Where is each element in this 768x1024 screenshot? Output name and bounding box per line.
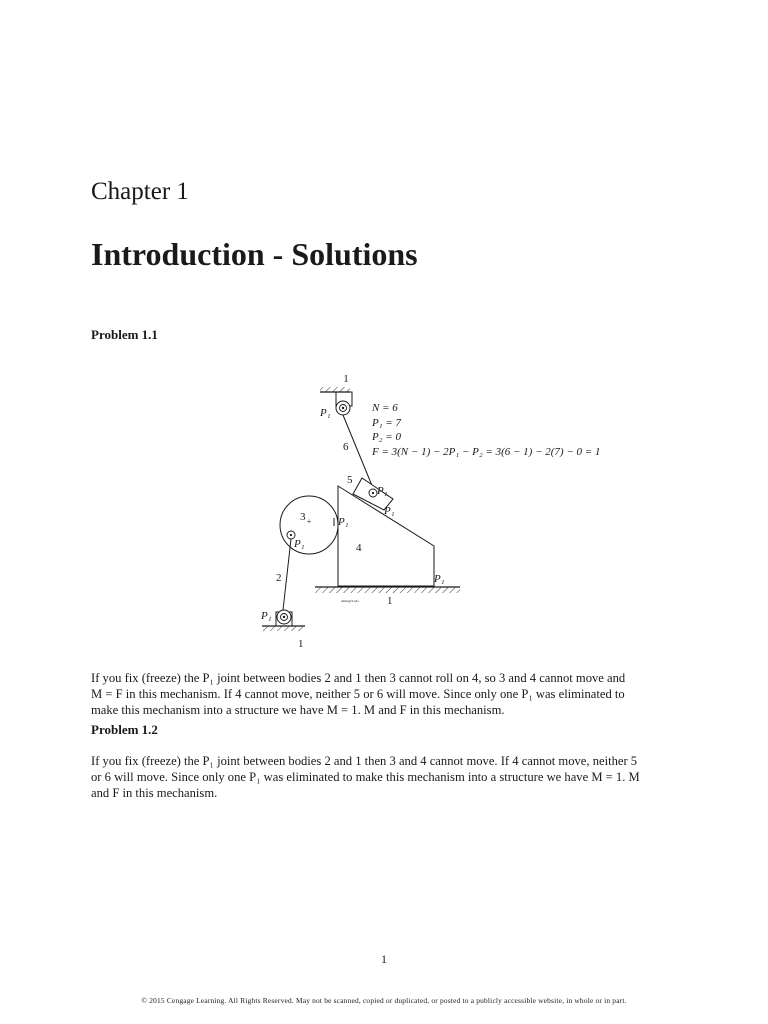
label-p1-ground: P₁ [434, 573, 445, 585]
label-block-4: 4 [356, 542, 362, 554]
label-tiny: damsgf3.eds [341, 599, 359, 603]
equation-f: F = 3(N − 1) − 2P₁ − P₂ = 3(6 − 1) − 2(7) − 0 = 1 [372, 446, 601, 458]
label-wheel-3: 3 [300, 511, 306, 523]
paragraph-line: or 6 will move. Since only one P₁ was eliminated to make this mechanism into a structure we have M = 1. M [91, 770, 640, 785]
copyright-notice: © 2015 Cengage Learning. All Rights Reserved. May not be scanned, copied or duplicated, or posted to a publicly accessible website, in whole or in part. [141, 996, 627, 1005]
pin-joint-top [336, 401, 350, 415]
chapter-heading: Chapter 1 [91, 178, 189, 205]
label-p1-bottom: P₁ [261, 610, 272, 622]
label-p1-wheel-pin: P₁ [294, 538, 305, 550]
label-p1-top: P₁ [320, 407, 331, 419]
label-link-6: 6 [343, 441, 349, 453]
ground-bottom [262, 626, 305, 631]
ground-right [315, 587, 460, 593]
label-link-5: 5 [347, 474, 353, 486]
equation-n: N = 6 [372, 402, 398, 414]
problem-1-2-heading: Problem 1.2 [91, 722, 158, 737]
equation-p2: P₂ = 0 [372, 431, 401, 443]
page-number: 1 [381, 952, 387, 966]
label-p1-slider: P₁ [384, 505, 395, 517]
label-link-2: 2 [276, 572, 282, 584]
paragraph-line: If you fix (freeze) the P₁ joint between bodies 2 and 1 then 3 and 4 cannot move. If 4 cannot move, neither 5 [91, 754, 638, 768]
label-ground-bottom: 1 [298, 638, 304, 650]
problem-1-2-paragraph [91, 753, 697, 802]
paragraph-line: and F in this mechanism. [91, 786, 218, 801]
paragraph-line: If you fix (freeze) the P₁ joint between bodies 2 and 1 then 3 cannot roll on 4, so 3 and 4 cannot move and [91, 671, 626, 685]
label-ground-top: 1 [343, 373, 349, 385]
label-ground-right: 1 [387, 595, 393, 607]
problem-1-1-heading: Problem 1.1 [91, 327, 158, 342]
label-p1-rolling: P₁ [338, 516, 349, 528]
paragraph-line: M = F in this mechanism. If 4 cannot move, neither 5 or 6 will move. Since only one P₁ was eliminated to [91, 687, 625, 702]
chapter-title: Introduction - Solutions [91, 236, 418, 272]
problem-1-1-paragraph [91, 670, 697, 719]
wheel-center-mark: + [306, 517, 312, 526]
equation-p1: P₁ = 7 [372, 417, 401, 429]
label-p1-slider-pin: P₁ [377, 485, 388, 497]
pin-joint-bottom [276, 610, 292, 626]
mechanism-diagram [250, 368, 601, 653]
link-2 [283, 539, 291, 610]
paragraph-line: make this mechanism into a structure we have M = 1. M and F in this mechanism. [91, 703, 505, 718]
